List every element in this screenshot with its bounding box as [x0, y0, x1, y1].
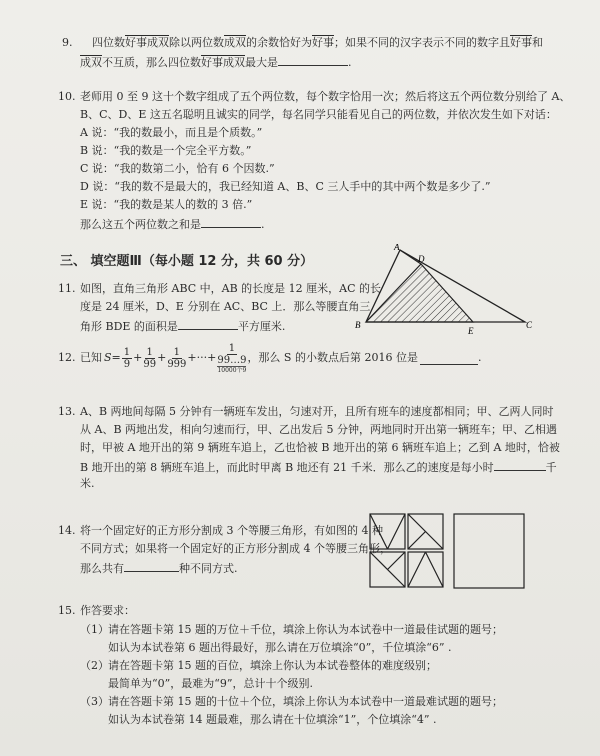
- fraction-1-99: $\frac{1}{99}$: [143, 346, 157, 370]
- q9-number: 9.: [62, 36, 73, 49]
- fraction-last: 1 99…9 10000个9: [217, 342, 247, 374]
- q15-number: 15.: [58, 604, 76, 617]
- square-division-1: [370, 514, 405, 549]
- q14-answer-blank[interactable]: [124, 559, 179, 572]
- section-3-title: 三、 填空题Ⅲ（每小题 12 分，共 60 分）: [60, 254, 314, 269]
- q15-item-2-number: （2）: [80, 659, 109, 672]
- empty-square: [454, 514, 524, 588]
- q11-line-3: 角形 BDE 的面积是 平方厘米.: [80, 317, 285, 335]
- q10-line-4: B 说：“我的数是一个完全平方数。”: [80, 144, 252, 157]
- label-a: A: [394, 244, 400, 252]
- q13-line-3: 时，甲被 A 地开出的第 9 辆班车追上，乙也恰被 B 地开出的第 6 辆班车追上；乙到 A 地时，恰被: [80, 441, 560, 454]
- q10-line-1: 老师用 0 至 9 这十个数字组成了五个两位数，每个数字恰用一次；然后将这五个两位数分别给了 A、: [80, 90, 571, 103]
- q13-answer-blank[interactable]: [494, 458, 546, 471]
- q11-answer-blank[interactable]: [178, 317, 238, 330]
- label-c: C: [526, 320, 533, 330]
- q12-number: 12.: [58, 351, 76, 364]
- q14-line-2: 不同方式；如果将一个固定好的正方形分割成 4 个等腰三角形，: [80, 542, 391, 555]
- q12-answer-blank[interactable]: [420, 352, 478, 365]
- q15-item-1-line-2: 如认为本试卷第 6 题出得最好，那么请在万位填涂“0”，千位填涂“6” .: [108, 641, 452, 654]
- fraction-1-999: $\frac{1}{999}$: [167, 346, 187, 370]
- q12-formula: 已知 S = $\frac{1}{9}$ + $\frac{1}{99}$ + $\frac{1}{999}$ + ··· + 1 99…9 10000个9 ，那么 S 的小数点后第 2016 位是 .: [80, 342, 482, 374]
- q15-item-2-line-2: 最简单为“0”，最难为“9”，总计十个级别.: [108, 677, 313, 690]
- q14-line-3: 那么共有 种不同方式.: [80, 559, 238, 577]
- q15-item-3-line-2: 如认为本试卷第 14 题最难，那么请在十位填涂“1”，个位填涂“4” .: [108, 713, 437, 726]
- q10-answer-blank[interactable]: [201, 215, 261, 228]
- square-division-2: [408, 514, 443, 549]
- label-e: E: [468, 326, 474, 336]
- square-division-3: [370, 552, 405, 587]
- q9-answer-blank[interactable]: [278, 53, 348, 66]
- q11-line-1: 如图，直角三角形 ABC 中，AB 的长度是 12 厘米，AC 的长: [80, 282, 382, 295]
- q15-item-3-line-1: 请在答题卡第 15 题的十位＋个位，填涂上你认为本试卷中一道最难试题的题号；: [108, 695, 503, 708]
- q15-item-2-line-1: 请在答题卡第 15 题的百位，填涂上你认为本试卷整体的难度级别；: [108, 659, 437, 672]
- q13-line-2: 从 A、B 两地出发，相向匀速而行，甲、乙出发后 5 分钟，两地同时开出第一辆班车；甲、乙相遇: [80, 423, 558, 436]
- label-d: D: [418, 254, 425, 264]
- q15-item-3-number: （3）: [80, 695, 109, 708]
- q15-item-1-number: （1）: [80, 623, 109, 636]
- q13-number: 13.: [58, 405, 76, 418]
- square-division-4: [408, 552, 443, 587]
- q11-number: 11.: [58, 282, 76, 295]
- q10-number: 10.: [58, 90, 76, 103]
- label-b: B: [355, 320, 361, 330]
- q9-line-1: 四位数好事成双除以两位数成双的余数恰好为好事；如果不同的汉字表示不同的数字且好事和: [92, 36, 543, 49]
- q10-line-5: C 说：“我的数第二小，恰有 6 个因数.”: [80, 162, 275, 175]
- q10-line-2: B、C、D、E 这五名聪明且诚实的同学，每名同学只能看见自己的两位数，并依次发生如下对话：: [80, 108, 557, 121]
- q11-line-2: 度是 24 厘米，D、E 分别在 AC、BC 上．那么等腰直角三: [80, 300, 371, 313]
- fraction-1-9: $\frac{1}{9}$: [123, 346, 131, 370]
- q10-line-3: A 说：“我的数最小，而且是个质数。”: [80, 126, 263, 139]
- q13-line-5: 米.: [80, 477, 95, 490]
- q10-line-7: E 说：“我的数是某人的数的 3 倍.”: [80, 198, 253, 211]
- q15-title: 作答要求：: [80, 604, 135, 617]
- q10-line-8: 那么这五个两位数之和是 .: [80, 215, 265, 233]
- q13-line-1: A、B 两地间每隔 5 分钟有一辆班车发出，匀速对开，且所有班车的速度都相同；甲、乙两人同时: [80, 405, 554, 418]
- q15-item-1-line-1: 请在答题卡第 15 题的万位＋千位，填涂上你认为本试卷中一道最佳试题的题号；: [108, 623, 503, 636]
- shaded-triangle-bde: [366, 264, 473, 322]
- q14-number: 14.: [58, 524, 76, 537]
- q14-line-1: 将一个固定好的正方形分割成 3 个等腰三角形，有如图的 4 种: [80, 524, 383, 537]
- q14-square-figures: [368, 512, 534, 594]
- q11-triangle-figure: [345, 244, 540, 336]
- q9-line-2: 成双不互质，那么四位数好事成双最大是 .: [80, 53, 352, 71]
- q13-line-4: B 地开出的第 8 辆班车追上，而此时甲离 B 地还有 21 千米．那么乙的速度是每小时 千: [80, 458, 557, 476]
- q10-line-6: D 说：“我的数不是最大的，我已经知道 A、B、C 三人手中的其中两个数是多少了.”: [80, 180, 491, 193]
